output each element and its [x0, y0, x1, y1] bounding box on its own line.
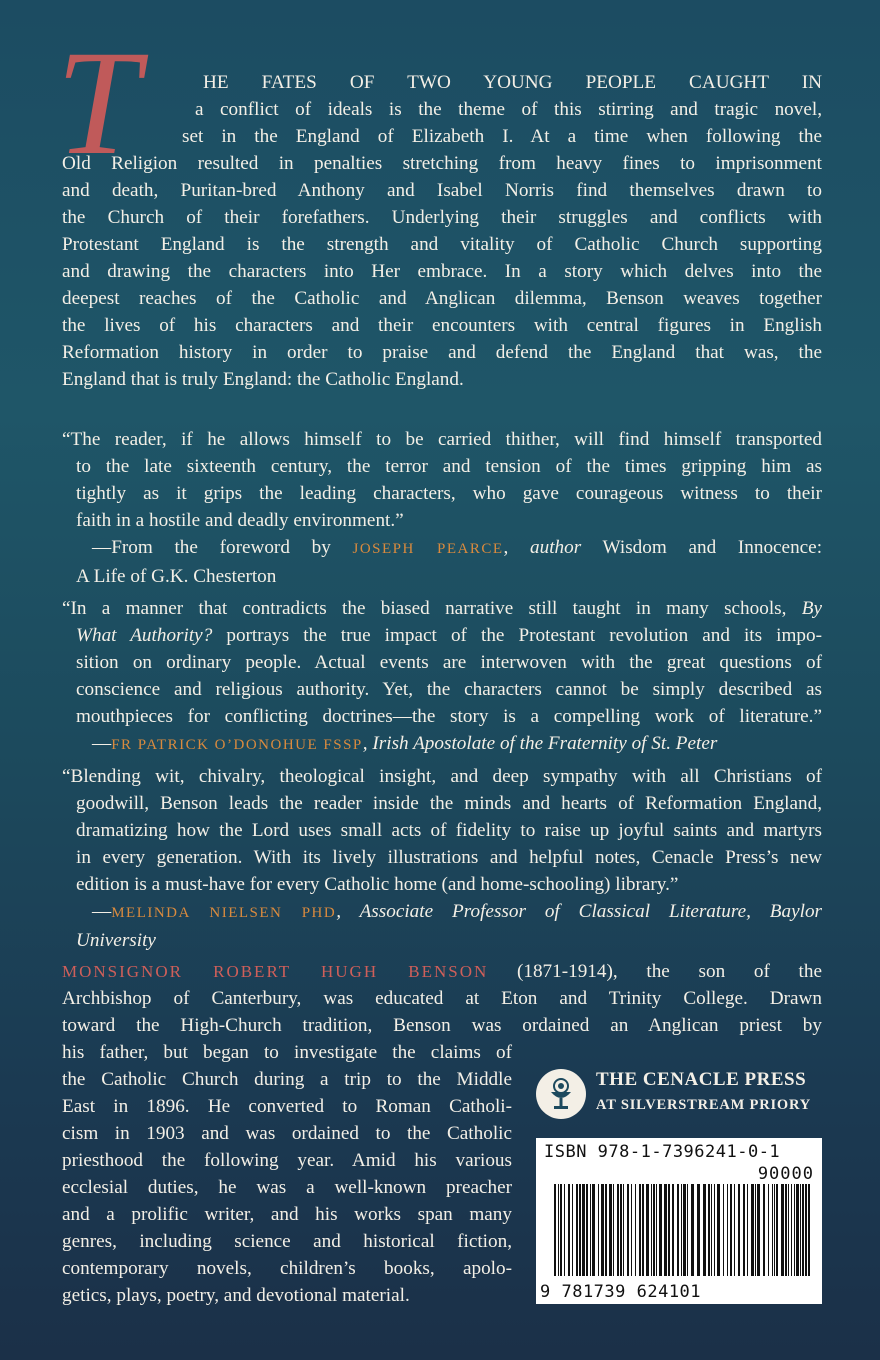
quote-line: faith in a hostile and deadly environment.” [76, 510, 404, 531]
bio-line: and a prolific writer, and his works span many [62, 1204, 512, 1225]
author-name: MONSIGNOR ROBERT HUGH BENSON [62, 962, 489, 981]
barcode-bar [554, 1184, 556, 1276]
blurb-paragraph [62, 69, 822, 393]
blurb-line: the Church of their forefathers. Underlying their struggles and conflicts with [62, 207, 822, 228]
quote-line [62, 622, 822, 649]
barcode-bar [617, 1184, 619, 1276]
quote-line: mouthpieces for conflicting doctrines—the story is a compelling work of literature.” [76, 706, 822, 727]
bio-line: toward the High-Church tradition, Benson was ordained an Anglican priest by [62, 1015, 822, 1036]
barcode-bar [659, 1184, 662, 1276]
quote-attribution [62, 730, 822, 759]
bio-line: cism in 1903 and was ordained to the Catholic [62, 1123, 512, 1144]
barcode-bar [791, 1184, 792, 1276]
quote-line: “Blending wit, chivalry, theological insight, and deep sympathy with all Christians of [62, 766, 822, 787]
barcode-bar [590, 1184, 591, 1276]
barcode-bar [711, 1184, 712, 1276]
quote-odonohue [62, 595, 822, 759]
barcode-bar [568, 1184, 570, 1276]
attribution-title: Wisdom and Innocence: [581, 537, 823, 558]
barcode-bar [664, 1184, 667, 1276]
barcode-bar [653, 1184, 655, 1276]
barcode-bar [651, 1184, 652, 1276]
barcode-bar [723, 1184, 724, 1276]
barcode-bar [631, 1184, 632, 1276]
barcode-bar [800, 1184, 801, 1276]
quote-line: in every generation. With its lively illustrations and helpful notes, Cenacle Press’s new [76, 847, 822, 868]
quote-attribution-cont: University [76, 930, 156, 951]
barcode-bar [788, 1184, 789, 1276]
attribution-prefix: —From the foreword by [92, 537, 353, 558]
barcode-bar [656, 1184, 657, 1276]
bio-line: his father, but began to investigate the claims of [62, 1042, 512, 1063]
quote-attribution [62, 898, 822, 927]
barcode-bar [681, 1184, 682, 1276]
barcode-bar [635, 1184, 636, 1276]
barcode-bar [579, 1184, 581, 1276]
bio-line: getics, plays, poetry, and devotional material. [62, 1285, 410, 1306]
barcode-bar [586, 1184, 588, 1276]
barcode-bar [785, 1184, 787, 1276]
quote-line: goodwill, Benson leads the reader inside the minds and hearts of Reformation England, [76, 793, 822, 814]
attribution-name: JOSEPH PEARCE [352, 541, 504, 557]
barcode-bar [668, 1184, 670, 1276]
barcode-bar [772, 1184, 773, 1276]
barcode-bar [582, 1184, 585, 1276]
barcode-bar [601, 1184, 604, 1276]
quote-line: dramatizing how the Lord uses small acts of fidelity to raise up joyful saints and martyrs [76, 820, 822, 841]
quote-text: “In a manner that contradicts the biased narrative still taught in many schools, [62, 598, 802, 619]
barcode-bar [598, 1184, 599, 1276]
quote-nielsen [62, 763, 822, 954]
barcode-bar [605, 1184, 607, 1276]
barcode-bar [576, 1184, 578, 1276]
blurb-line: Reformation history in order to praise and defend the England that was, the [62, 342, 822, 363]
barcode-bar [796, 1184, 799, 1276]
barcode-bar [677, 1184, 679, 1276]
barcode-bar [714, 1184, 715, 1276]
barcode-bar [730, 1184, 732, 1276]
bio-text: (1871-1914), the son of the [488, 961, 822, 982]
blurb-line: Old Religion resulted in penalties stretching from heavy fines to imprisonment [62, 153, 822, 174]
blurb-line: England that is truly England: the Catholic England. [62, 369, 464, 390]
barcode-bar [794, 1184, 795, 1276]
quote-line: sition on ordinary people. Actual events are interwoven with the great questions of [76, 652, 822, 673]
ean-number: 9 781739 624101 [540, 1282, 702, 1302]
bio-line: Archbishop of Canterbury, was educated at Eton and Trinity College. Drawn [62, 988, 822, 1009]
quote-line: to the late sixteenth century, the terror and tension of the times gripping him as [76, 456, 822, 477]
barcode-bar [776, 1184, 778, 1276]
chalice-monstrance-icon [536, 1069, 586, 1119]
blurb-line: the lives of his characters and their encounters with central figures in English [62, 315, 822, 336]
barcode-bar [613, 1184, 614, 1276]
book-title: By [801, 598, 822, 619]
barcode-bar [691, 1184, 694, 1276]
quote-pearce [62, 426, 822, 590]
bio-line: genres, including science and historical fiction, [62, 1231, 512, 1252]
barcode-bar [781, 1184, 784, 1276]
quote-line: “The reader, if he allows himself to be carried thither, will find himself transported [62, 429, 822, 450]
bio-line: contemporary novels, children’s books, apolo- [62, 1258, 512, 1279]
barcode-bar [768, 1184, 769, 1276]
isbn-text: ISBN 978-1-7396241-0-1 [544, 1142, 781, 1162]
barcode-bar [727, 1184, 728, 1276]
attribution-name: FR PATRICK O’DONOHUE FSSP [111, 737, 363, 753]
blurb-line: a conflict of ideals is the theme of this stirring and tragic novel, [195, 99, 822, 120]
blurb-line: and drawing the characters into Her embrace. In a story which delves into the [62, 261, 822, 282]
barcode-bar [683, 1184, 686, 1276]
attribution-comma: , [503, 537, 530, 558]
barcode-bar [623, 1184, 624, 1276]
quote-attribution [62, 534, 822, 563]
attribution-role: , Irish Apostolate of the Fraternity of St. Peter [362, 733, 718, 754]
drop-cap: T [56, 20, 140, 186]
barcode-bar [743, 1184, 745, 1276]
attribution-role: , Associate Professor of Classical Literature, Baylor [336, 901, 823, 922]
barcode-bar [642, 1184, 644, 1276]
barcode-bar [717, 1184, 720, 1276]
blurb-line: deepest reaches of the Catholic and Anglican dilemma, Benson weaves together [62, 288, 822, 309]
barcode-bar [757, 1184, 760, 1276]
barcode-bar [627, 1184, 629, 1276]
attribution-role: author [530, 537, 582, 558]
quote-text: portrays the true impact of the Protestant revolution and its impo- [212, 625, 822, 646]
bio-line: ecclesial duties, he was a well-known preacher [62, 1177, 512, 1198]
bio-line: priesthood the following year. Amid his various [62, 1150, 512, 1171]
publisher-name: THE CENACLE PRESS [596, 1069, 807, 1090]
barcode-bar [564, 1184, 565, 1276]
barcode-bar [639, 1184, 641, 1276]
blurb-line: and death, Puritan-bred Anthony and Isabel Norris find themselves drawn to [62, 180, 822, 201]
isbn-barcode [536, 1138, 822, 1304]
blurb-line: HE FATES OF TWO YOUNG PEOPLE CAUGHT IN [203, 72, 822, 93]
barcode-bar [747, 1184, 748, 1276]
barcode-bar [558, 1184, 559, 1276]
barcode-bar [763, 1184, 765, 1276]
quote-line: conscience and religious authority. Yet, the characters cannot be simply described as [76, 679, 822, 700]
barcode-bars [554, 1184, 810, 1276]
barcode-bar [572, 1184, 573, 1276]
quote-line [62, 595, 822, 622]
barcode-bar [738, 1184, 740, 1276]
bio-line [62, 958, 822, 985]
bio-line: East in 1896. He converted to Roman Catholi- [62, 1096, 512, 1117]
barcode-bar [802, 1184, 804, 1276]
barcode-bar [734, 1184, 735, 1276]
publisher-subtitle: AT SILVERSTREAM PRIORY [596, 1097, 812, 1113]
barcode-bar [774, 1184, 775, 1276]
barcode-bar [560, 1184, 562, 1276]
book-title: What Authority? [76, 625, 213, 646]
blurb-line: Protestant England is the strength and vitality of Catholic Church supporting [62, 234, 822, 255]
quote-attribution-cont: A Life of G.K. Chesterton [76, 566, 277, 587]
barcode-bar [808, 1184, 810, 1276]
barcode-bar [620, 1184, 622, 1276]
bio-line: the Catholic Church during a trip to the Middle [62, 1069, 512, 1090]
attribution-dash: — [92, 901, 112, 922]
barcode-bar [805, 1184, 807, 1276]
barcode-bar [609, 1184, 612, 1276]
price-code: 90000 [757, 1164, 814, 1184]
barcode-bar [697, 1184, 700, 1276]
barcode-bar [751, 1184, 754, 1276]
quote-line: tightly as it grips the leading characters, who gave courageous witness to their [76, 483, 822, 504]
quote-line: edition is a must-have for every Catholic home (and home-schooling) library.” [76, 874, 679, 895]
barcode-bar [755, 1184, 756, 1276]
publisher-logo [536, 1063, 826, 1125]
barcode-bar [592, 1184, 595, 1276]
barcode-bar [708, 1184, 710, 1276]
barcode-bar [672, 1184, 674, 1276]
barcode-bar [687, 1184, 688, 1276]
barcode-bar [646, 1184, 649, 1276]
attribution-name: MELINDA NIELSEN PHD [111, 905, 337, 921]
barcode-bar [703, 1184, 706, 1276]
blurb-line: set in the England of Elizabeth I. At a time when following the [182, 126, 822, 147]
attribution-dash: — [92, 733, 112, 754]
